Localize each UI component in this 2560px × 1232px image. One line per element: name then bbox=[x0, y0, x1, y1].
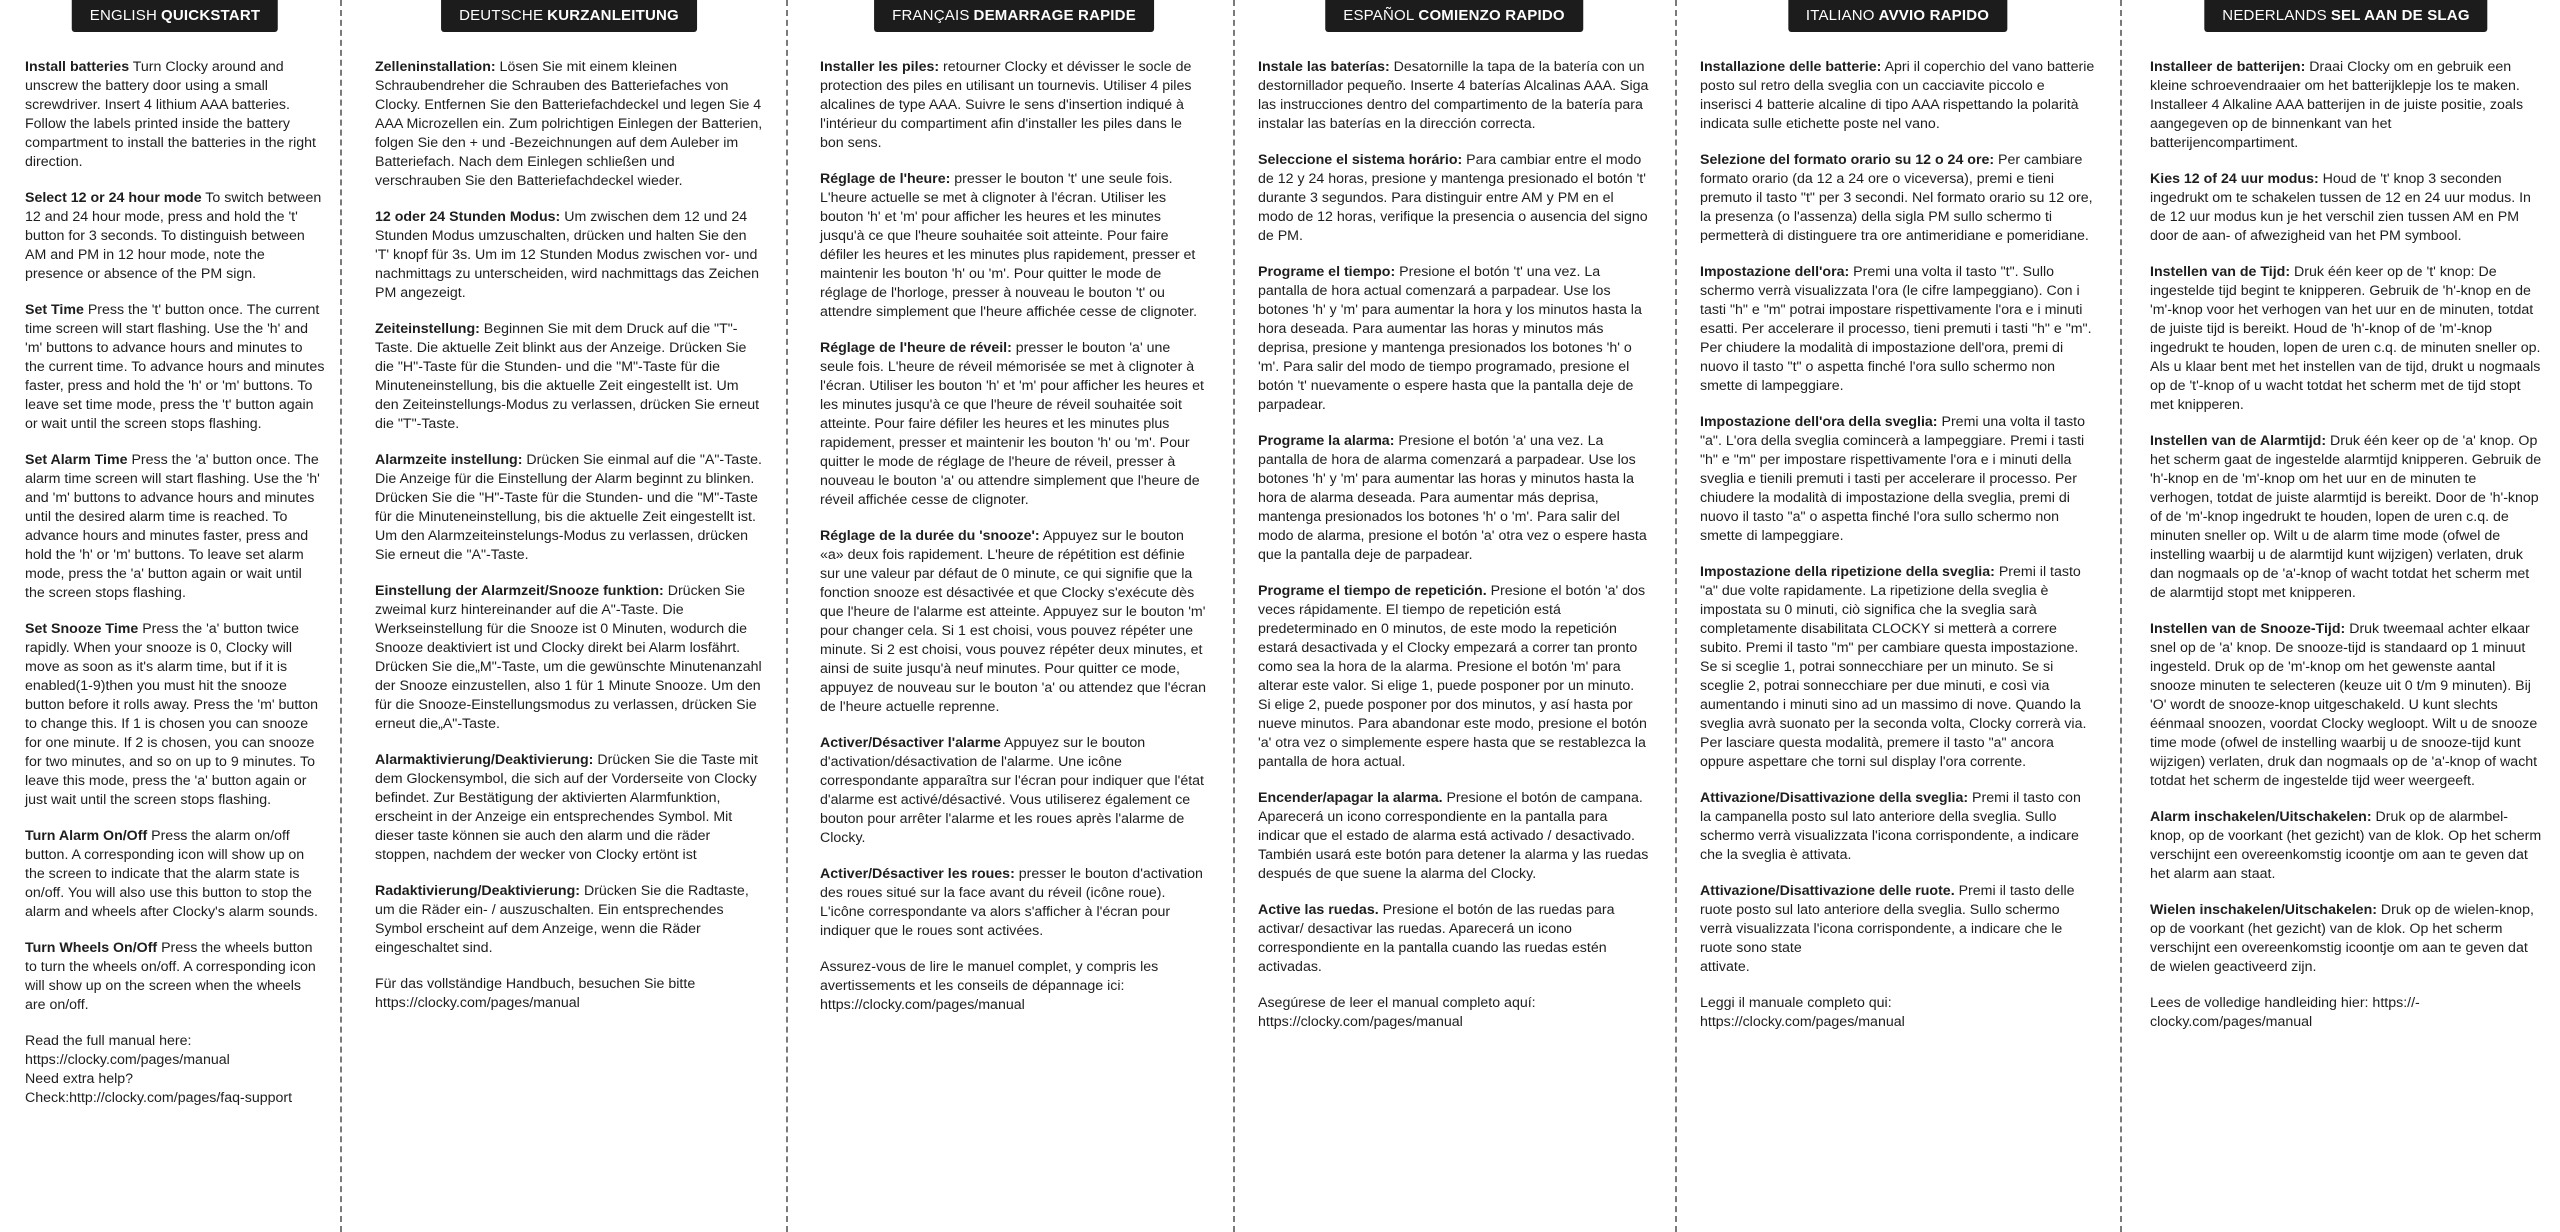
section: 12 oder 24 Stunden Modus: Um zwischen dem 12 und 24 Stunden Modus umzuschalten, drücken und halten Sie den 'T' knopf für 3s. Um im 12 Stunden Modus zwischen vor- und nachmittags zu unterscheiden, wird nachmittags das Zeichen PM angezeigt. bbox=[375, 209, 760, 301]
section: Installeer de batterijen: Draai Clocky om en gebruik een kleine schroevendraaier om het batterijklepje los te maken. Installeer 4 Alkaline AAA batterijen in de juiste positie, zoals aangegeven op de binnenkant van het batterijencompartiment. bbox=[2150, 59, 2524, 151]
manual-footer bbox=[25, 1032, 325, 1108]
section: Installer les piles: retourner Clocky et dévisser le socle de protection des piles en utilisant un tournevis. Utiliser 4 piles alcalines de type AAA. Suivre le sens d'insertion indiqué à l'intérieur du compartiment afin d'installer les piles dans le bon sens. bbox=[820, 59, 1192, 151]
cut-line bbox=[1233, 0, 1235, 1232]
column-header: FRANÇAIS DEMARRAGE RAPIDE bbox=[874, 0, 1154, 32]
section: Zeiteinstellung: Beginnen Sie mit dem Druck auf die "T"-Taste. Die aktuelle Zeit blinkt aus der Anzeige. Drücken Sie die "H"-Taste für die Stunden- und die "M"-Taste für die Minuteneinstellung, bis die aktuelle Zeit eingestellt ist. Um den Zeiteinstellungs-Modus zu verlassen, drücken Sie erneut die "T"-Taste. bbox=[375, 321, 760, 432]
manual-link[interactable]: https://clocky.com/pages/manual bbox=[1258, 1014, 1463, 1030]
section: Installazione delle batterie: Apri il coperchio del vano batterie posto sul retro della sveglia con un cacciavite piccolo e inserisci 4 batterie alcaline di tipo AAA rispettando la polarità indicata sulle etichette poste nel vano. bbox=[1700, 59, 2095, 132]
faq-link[interactable]: Check:http://clocky.com/pages/faq-support bbox=[25, 1090, 293, 1106]
section: Réglage de l'heure de réveil: presser le bouton 'a' une seule fois. L'heure de réveil mémorisée se met à clignoter à l'écran. Utiliser les bouton 'h' et 'm' pour afficher les heures et les minutes jusqu'à ce que l'heure de réveil souhaitée soit atteinte. Pour faire défiler les heures et les minutes plus rapidement, presser et maintenir les bouton 'h' ou 'm'. Pour quitter le mode de réglage de l'heure de réveil, presser à nouveau le bouton 'a' ou attendre simplement que l'heure de réveil affichée cesse de clignoter. bbox=[820, 340, 1204, 508]
manual-link[interactable]: clocky.com/pages/manual bbox=[2150, 1014, 2313, 1030]
section: Attivazione/Disattivazione delle ruote. Premi il tasto delle ruote posto sul lato anteriore della sveglia. Sullo schermo verrà visualizzata l'icona corrispondente, a indicare che le ruote sono state attivate. bbox=[1700, 883, 2075, 975]
cut-line bbox=[340, 0, 342, 1232]
section: Impostazione della ripetizione della sveglia: Premi il tasto "a" due volte rapidamente. La ripetizione della sveglia è impostata su 0 minuti, ciò significa che la sveglia sarà completamente disabilitata CLOCKY si metterà a correre subito. Premi il tasto "m" per cambiare questa impostazione. Se si sceglie 1, potrai sonnecchiare per un minuto. Se si sceglie 2, potrai sonnecchiare per due minuti, e così via aumentando i minuti sino ad un massimo di nove. Quando la sveglia avrà suonato per la seconda volta, Clocky correrà via. Per lasciare questa modalità, premere il tasto "a" ancora oppure aspettare che torni sul display l'ora corrente. bbox=[1700, 564, 2087, 770]
section: Programe el tiempo de repetición. Presione el botón 'a' dos veces rápidamente. El tiempo de repetición está predeterminado en 0 minutos, de este modo la repetición estará desactivada y el Clocky empezará a correr tan pronto como sea la hora de la alarma. Presione el botón 'm' para alterar este valor. Si elige 1, puede posponer por un minuto. Si elige 2, puede posponer por dos minutos, y así hasta por nueve minutos. Para abandonar este modo, presione el botón 'a' otra vez o simplemente espere hasta que se restablezca la pantalla de hora actual. bbox=[1258, 583, 1647, 770]
section: Active las ruedas. Presione el botón de las ruedas para activar/ desactivar las ruedas. Aparecerá un icono correspondiente en la pantalla cuando las ruedas estén activadas. bbox=[1258, 902, 1615, 975]
section: Kies 12 of 24 uur modus: Houd de 't' knop 3 seconden ingedrukt om te schakelen tussen de 12 en 24 uur modus. In de 12 uur modus kun je het verschil zien tussen AM en PM door de aan- of afwezigheid van het PM symbool. bbox=[2150, 171, 2531, 244]
cut-line bbox=[786, 0, 788, 1232]
manual-footer bbox=[1700, 994, 2095, 1032]
footer-line: Read the full manual here: bbox=[25, 1033, 192, 1049]
section: Instellen van de Alarmtijd: Druk één keer op de 'a' knop. Op het scherm gaat de ingestelde alarmtijd knipperen. Gebruik de 'h'-knop en de 'm'-knop om het uur en de minuten te verhogen, totdat de juiste alarmtijd is bereikt. Door de 'h'-knop of de 'm'-knop ingedrukt te houden, lopen de uren c.q. de minuten sneller op. Wilt u de alarm time mode (ofwel de instelling waarbij u de alarmtijd kunt wijzigen) verlaten, druk dan nogmaals op de 'a'-knop of wacht totdat het scherm met de alarmtijd stopt met knipperen. bbox=[2150, 433, 2542, 601]
section: Instellen van de Tijd: Druk één keer op de 't' knop: De ingestelde tijd begint te knipperen. Gebruik de 'h'-knop en de 'm'-knop voor het verhogen van het uur en de minuten, totdat de juiste tijd is bereikt. Houd de 'h'-knop of de 'm'-knop ingedrukt te houden, lopen de uren c.q. de minuten sneller op. Als u klaar bent met het instellen van de tijd, drukt u nogmaals op de 't'-knop of u wacht totdat het scherm met de tijd stopt met knipperen. bbox=[2150, 264, 2541, 413]
section: Impostazione dell'ora: Premi una volta il tasto "t". Sullo schermo verrà visualizzata l'ora (le cifre lampeggiano). Con i tasti "h" e "m" potrai impostare rispettivamente l'ora e i minuti esatti. Per accelerare il processo, tieni premuti i tasti "h" e "m". Per chiudere la modalità di impostazione dell'ora, premi di nuovo il tasto "t" o aspetta finché l'ora sullo schermo non smette di lampeggiare. bbox=[1700, 264, 2092, 394]
section: Instellen van de Snooze-Tijd: Druk tweemaal achter elkaar snel op de 'a' knop. De snooze-tijd is standaard op 1 minuut ingesteld. Druk op de 'm'-knop om het gewenste aantal snooze minuten te selecteren (keuze uit 0 t/m 9 minuten). Bij 'O' wordt de snooze-knop uitgeschakeld. U kunt slechts éénmaal snoozen, voordat Clocky wegloopt. Wilt u de snooze time mode (ofwel de instelling waarbij u de snooze-tijd kunt wijzigen) verlaten, druk dan nogmaals op de 'a'-knop of wacht totdat het scherm de ingestelde tijd weer weergeeft. bbox=[2150, 621, 2538, 789]
column-header: DEUTSCHE KURZANLEITUNG bbox=[441, 0, 697, 32]
section: Einstellung der Alarmzeit/Snooze funktion: Drücken Sie zweimal kurz hintereinander auf die A"-Taste. Die Werkseinstellung für die Snooze ist 0 Minuten, wodurch die Snooze deaktiviert ist und Clocky direkt bei Alarm losfährt. Drücken Sie die„M"-Taste, um die gewünschte Minutenanzahl der Snooze einzustellen, also 1 für 1 Minute Snooze. Um den für die Snooze-Einstellungsmodus zu verlassen, drücken Sie erneut die„A"-Taste. bbox=[375, 583, 762, 732]
column-english bbox=[25, 0, 325, 1232]
section: Install batteries Turn Clocky around and unscrew the battery door using a small screwdriver. Insert 4 lithium AAA batteries. Follow the labels printed inside the battery compartment to install the batteries in the right direction. bbox=[25, 59, 316, 170]
section: Encender/apagar la alarma. Presione el botón de campana. Aparecerá un icono correspondiente en la pantalla para indicar que el estado de alarma está activado / desactivado. También usará este botón para detener la alarma y las ruedas después de que suene la alarma del Clocky. bbox=[1258, 790, 1649, 882]
column-header: ENGLISH QUICKSTART bbox=[72, 0, 278, 32]
manual-footer bbox=[1258, 994, 1650, 1032]
section: Instale las baterías: Desatornille la tapa de la batería con un destornillador pequeño. Inserte 4 baterías Alcalinas AAA. Siga las instrucciones dentro del compartimento de la batería para instalar las baterías en la dirección correcta. bbox=[1258, 59, 1649, 132]
section: Alarmzeite instellung: Drücken Sie einmal auf die "A"-Taste. Die Anzeige für die Einstellung der Alarm beginnt zu blinken. Drücken Sie die "H"-Taste für die Stunden- und die "M"-Taste für die Minuteneinstellung, bis die aktuelle Zeit eingestellt ist. Um den Alarmzeiteinstelungs-Modus zu verlassen, drücken Sie erneut die "A"-Taste. bbox=[375, 452, 762, 563]
section: Set Alarm Time Press the 'a' button once. The alarm time screen will start flashing. Use the 'h' and 'm' buttons to advance hours and minutes until the desired alarm time is reached. To advance hours and minutes faster, press and hold the 'h' or 'm' buttons. To leave set alarm mode, press the 'a' button again or wait until the screen stops flashing. bbox=[25, 452, 320, 601]
column-header: NEDERLANDS SEL AAN DE SLAG bbox=[2204, 0, 2487, 32]
section: Radaktivierung/Deaktivierung: Drücken Sie die Radtaste, um die Räder ein- / auszuschalten. Ein entsprechendes Symbol erscheint auf dem Anzeige, wenn die Räder eingeschaltet sind. bbox=[375, 883, 749, 956]
footer-line: Leggi il manuale completo qui: bbox=[1700, 995, 1892, 1011]
section: Réglage de la durée du 'snooze': Appuyez sur le bouton «a» deux fois rapidement. L'heure de répétition est définie sur une valeur par défaut de 0 minute, ce qui signifie que la fonction snooze est désactivée et que Clocky s'exécute dès que l'heure de l'alarme est atteinte. Appuyez sur le bouton 'm' pour changer cela. Si 1 est choisi, vous pouvez répéter une minute. Si 2 est choisi, vous pouvez répéter deux minutes, et ainsi de suite jusqu'à neuf minutes. Pour quitter ce mode, appuyez de nouveau sur le bouton 'a' ou attendez que l'écran de l'heure actuelle reprenne. bbox=[820, 528, 1206, 715]
manual-footer bbox=[820, 958, 1208, 1015]
section: Zelleninstallation: Lösen Sie mit einem kleinen Schraubendreher die Schrauben des Batteriefaches von Clocky. Entfernen Sie den Batteriefachdeckel und legen Sie 4 AAA Microzellen ein. Zum polrichtigen Einlegen der Batterien, folgen Sie den + und -Bezeichnungen auf dem Auleber im Batteriefach. Nach dem Einlegen schließen und verschrauben Sie den Batteriefachdeckel wieder. bbox=[375, 59, 763, 189]
footer-line: Asegúrese de leer el manual completo aquí: bbox=[1258, 995, 1536, 1011]
footer-line: Need extra help? bbox=[25, 1071, 134, 1087]
section: Programe el tiempo: Presione el botón 't' una vez. La pantalla de hora actual comenzará a parpadear. Use los botones 'h' y 'm' para aumentar la hora y los minutos hasta la hora deseada. Para aumentar las horas y minutos más deprisa, presione y mantenga presionados los botones 'h' o 'm'. Para salir del modo de tiempo programado, presione el botón 't' nuevamente o espere hasta que la pantalla deje de parpadear. bbox=[1258, 264, 1642, 413]
manual-footer bbox=[375, 975, 763, 1013]
section: Set Snooze Time Press the 'a' button twice rapidly. When your snooze is 0, Clocky will move as soon as it's alarm time, but if it is enabled(1-9)then you must hit the snooze button before it rolls away. Press the 'm' button to change this. If 1 is chosen you can snooze for one minute. If 2 is chosen, you can snooze for two minutes, and so on up to 9 minutes. To leave this mode, press the 'a' button again or just wait until the screen stops flashing. bbox=[25, 621, 318, 808]
manual-link[interactable]: https://clocky.com/pages/manual bbox=[1700, 1014, 1905, 1030]
column-spanish bbox=[1258, 0, 1650, 1232]
section: Set Time Press the 't' button once. The current time screen will start flashing. Use the 'h' and 'm' buttons to advance hours and minutes to the current time. To advance hours and minutes faster, press and hold the 'h' or 'm' buttons. To leave set time mode, press the 't' button again or wait until the screen stops flashing. bbox=[25, 302, 325, 432]
column-italian bbox=[1700, 0, 2095, 1232]
section: Attivazione/Disattivazione della sveglia: Premi il tasto con la campanella posto sul lato anteriore della sveglia. Sullo schermo verrà visualizzata l'icona corrispondente, a indicare che la sveglia è attivata. bbox=[1700, 790, 2081, 863]
section: Seleccione el sistema horário: Para cambiar entre el modo de 12 y 24 horas, presione y mantenga presionado el botón 't' durante 3 segundos. Para distinguir entre AM y PM en el modo de 12 horas, verifique la presencia o ausencia del signo de PM. bbox=[1258, 152, 1648, 244]
column-dutch bbox=[2150, 0, 2542, 1232]
section: Réglage de l'heure: presser le bouton 't' une seule fois. L'heure actuelle se met à clignoter à l'écran. Utiliser les bouton 'h' et 'm' pour afficher les heures et les minutes jusqu'à ce que l'heure souhaitée soit atteinte. Pour faire défiler les heures et les minutes plus rapidement, presser et maintenir les bouton 'h' ou 'm'. Pour quitter le mode de réglage de l'horloge, presser à nouveau le bouton 't' ou attendre simplement que l'heure affichée cesse de clignoter. bbox=[820, 171, 1198, 320]
section: Programe la alarma: Presione el botón 'a' una vez. La pantalla de hora de alarma comenzará a parpadear. Use los botones 'h' y 'm' para aumentar las horas y minutos hasta la hora de alarma deseada. Para aumentar más deprisa, mantenga presionados los botones 'h' o 'm'. Para salir del modo de alarma, presione el botón 'a' otra vez o espere hasta que la pantalla deje de parpadear. bbox=[1258, 433, 1647, 563]
manual-link[interactable]: https://clocky.com/pages/manual bbox=[820, 997, 1025, 1013]
section: Activer/Désactiver l'alarme Appuyez sur le bouton d'activation/désactivation de l'alarme. Une icône correspondante apparaîtra sur l'écran pour indiquer que l'état d'alarme est activé/désactivé. Vous utiliserez également ce bouton pour arrêter l'alarme et les roues après l'alarme de Clocky. bbox=[820, 735, 1204, 846]
footer-line: Lees de volledige handleiding hier: https://- bbox=[2150, 995, 2420, 1011]
manual-link[interactable]: https://clocky.com/pages/manual bbox=[25, 1052, 230, 1068]
section: Wielen inschakelen/Uitschakelen: Druk op de wielen-knop, op de voorkant (het gezicht) van de klok. Op het scherm verschijnt een overeenkomstig icoontje om aan te geven dat de wielen geactiveerd zijn. bbox=[2150, 902, 2534, 975]
section: Select 12 or 24 hour mode To switch between 12 and 24 hour mode, press and hold the 't' button for 3 seconds. To distinguish between AM and PM in 12 hour mode, note the presence or absence of the PM sign. bbox=[25, 190, 322, 282]
section: Turn Alarm On/Off Press the alarm on/off button. A corresponding icon will show up on the screen to indicate that the alarm state is on/off. You will also use this button to stop the alarm and wheels after Clocky's alarm sounds. bbox=[25, 828, 318, 920]
column-german bbox=[375, 0, 763, 1232]
cut-line bbox=[2120, 0, 2122, 1232]
section: Alarm inschakelen/Uitschakelen: Druk op de alarmbel-knop, op de voorkant (het gezicht) van de klok. Op het scherm verschijnt een overeenkomstig icoontje om aan te geven dat het alarm aan staat. bbox=[2150, 809, 2542, 882]
section: Selezione del formato orario su 12 o 24 ore: Per cambiare formato orario (da 12 a 24 ore o viceversa), premi e tieni premuto il tasto "t" per 3 secondi. Nel formato orario su 12 ore, la presenza (o l'assenza) della sigla PM sullo schermo ti permetterà di distinguere tra ore antimeridiane e pomeridiane. bbox=[1700, 152, 2093, 244]
column-header: ESPAÑOL COMIENZO RAPIDO bbox=[1325, 0, 1583, 32]
footer-line: Assurez-vous de lire le manuel complet, y compris les avertissements et les conseils de dépannage ici: bbox=[820, 959, 1159, 994]
manual-footer bbox=[2150, 994, 2542, 1032]
column-french bbox=[820, 0, 1208, 1232]
column-header: ITALIANO AVVIO RAPIDO bbox=[1788, 0, 2007, 32]
section: Alarmaktivierung/Deaktivierung: Drücken Sie die Taste mit dem Glockensymbol, die sich auf der Vorderseite von Clocky befindet. Zur Bestätigung der aktivierten Alarmfunktion, erscheint in der Anzeige ein entsprechendes Symbol. Mit dieser taste können sie auch den alarm und die räder stoppen, nachdem der wecker von Clocky ertönt ist bbox=[375, 752, 758, 863]
section: Impostazione dell'ora della sveglia: Premi una volta il tasto "a". L'ora della sveglia comincerà a lampeggiare. Premi i tasti "h" e "m" per impostare rispettivamente l'ora e i minuti della sveglia e tienili premuti i tasti per accelerare il processo. Per chiudere la modalità di impostazione della sveglia, premi di nuovo il tasto "a" o aspetta finché l'ora sullo schermo non smette di lampeggiare. bbox=[1700, 414, 2086, 544]
manual-link[interactable]: https://clocky.com/pages/manual bbox=[375, 995, 580, 1011]
cut-line bbox=[1675, 0, 1677, 1232]
footer-line: Für das vollständige Handbuch, besuchen Sie bitte bbox=[375, 976, 696, 992]
section: Activer/Désactiver les roues: presser le bouton d'activation des roues situé sur la face avant du réveil (icône roue). L'icône correspondante va alors s'afficher à l'écran pour indiquer que le roues sont activées. bbox=[820, 866, 1203, 939]
section: Turn Wheels On/Off Press the wheels button to turn the wheels on/off. A corresponding icon will show up on the screen when the wheels are on/off. bbox=[25, 940, 316, 1013]
